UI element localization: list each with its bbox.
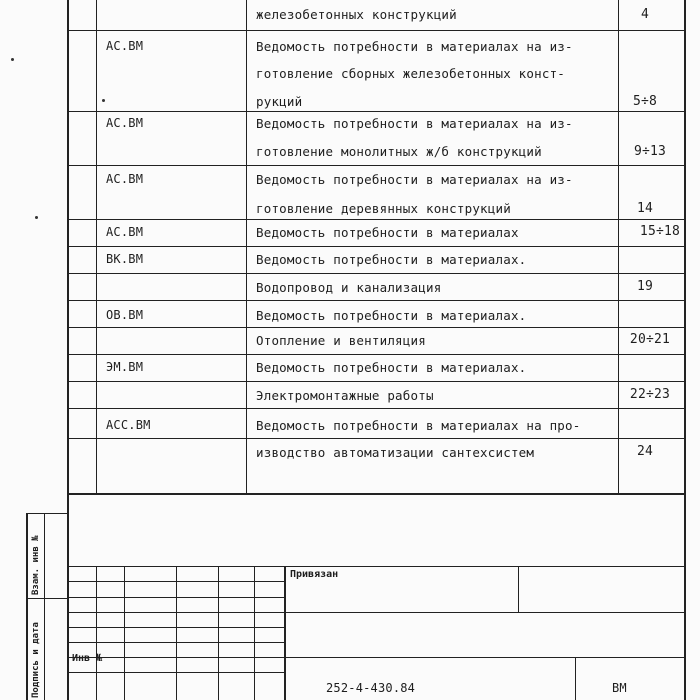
side-label-signature-date: Подпись и дата <box>31 622 41 698</box>
row-description: готовление сборных железобетонных конст- <box>256 66 566 81</box>
document-number: 252-4-430.84 <box>326 681 416 695</box>
privyazan-label: Привязан <box>290 569 339 580</box>
row-code: АС.ВМ <box>106 116 144 130</box>
row-pages: 4 <box>640 7 650 22</box>
table-row-line <box>68 219 684 220</box>
row-description: железобетонных конструкций <box>256 7 457 22</box>
row-pages: 14 <box>636 201 654 216</box>
row-pages: 5÷8 <box>632 94 658 109</box>
scan-dot <box>102 99 105 102</box>
row-pages: 9÷13 <box>633 144 667 159</box>
table-row-line <box>68 165 684 166</box>
row-pages: 22÷23 <box>629 387 671 402</box>
stamp-line <box>68 566 684 567</box>
row-code: ОВ.ВМ <box>106 308 144 322</box>
stamp-col-line <box>176 566 177 700</box>
row-description: изводство автоматизации сантехсистем <box>256 445 535 460</box>
stamp-col-line <box>518 566 519 612</box>
stamp-col-line <box>284 566 286 700</box>
row-description: Ведомость потребности в материалах <box>256 225 519 240</box>
side-strip-line <box>26 513 28 700</box>
scan-dot <box>11 58 14 61</box>
table-row-line <box>68 30 684 31</box>
row-description: Ведомость потребности в материалах. <box>256 308 527 323</box>
row-description: Ведомость потребности в материалах. <box>256 360 527 375</box>
right-frame-line <box>684 0 686 700</box>
table-row-line <box>68 246 684 247</box>
table-row-line <box>68 327 684 328</box>
stamp-col-line <box>96 566 97 700</box>
side-strip-divider <box>26 513 68 514</box>
table-row-line <box>68 438 684 439</box>
row-description: Электромонтажные работы <box>256 388 434 403</box>
row-code: АС.ВМ <box>106 39 144 53</box>
stamp-col-line <box>124 566 125 700</box>
document-suffix: ВМ <box>612 681 627 695</box>
row-code: ЭМ.ВМ <box>106 360 144 374</box>
row-description: Ведомость потребности в материалах. <box>256 252 527 267</box>
side-strip-line <box>44 513 45 700</box>
left-frame-line <box>67 0 69 700</box>
table-row-line <box>68 273 684 274</box>
stamp-col-line <box>575 657 576 700</box>
row-description: готовление монолитных ж/б конструкций <box>256 144 542 159</box>
row-description: Ведомость потребности в материалах на из- <box>256 172 573 187</box>
table-row-line <box>68 300 684 301</box>
row-code: АСС.ВМ <box>106 418 151 432</box>
row-description: Ведомость потребности в материалах на из- <box>256 39 573 54</box>
inv-no-label: Инв № <box>72 653 103 664</box>
row-description: рукций <box>256 94 303 109</box>
stamp-line <box>68 657 684 658</box>
table-row-line <box>68 381 684 382</box>
table-row-line <box>68 408 684 409</box>
table-row-line <box>68 111 684 112</box>
stamp-col-line <box>254 566 255 700</box>
scan-dot <box>35 216 38 219</box>
row-pages: 19 <box>636 279 654 294</box>
stamp-col-line <box>218 566 219 700</box>
row-description: Водопровод и канализация <box>256 280 442 295</box>
row-code: ВК.ВМ <box>106 252 144 266</box>
row-code: АС.ВМ <box>106 225 144 239</box>
side-label-inv-no-orig: Взам. инв № <box>31 535 41 595</box>
row-description: Ведомость потребности в материалах на из- <box>256 116 573 131</box>
row-description: готовление деревянных конструкций <box>256 201 511 216</box>
row-description: Ведомость потребности в материалах на про- <box>256 418 581 433</box>
table-bottom-line <box>68 493 684 495</box>
row-pages: 20÷21 <box>629 332 671 347</box>
row-pages: 15÷18 <box>639 224 681 239</box>
table-row-line <box>68 354 684 355</box>
side-strip-divider <box>26 598 68 599</box>
stamp-line <box>68 612 684 613</box>
row-code: АС.ВМ <box>106 172 144 186</box>
row-pages: 24 <box>636 444 654 459</box>
row-description: Отопление и вентиляция <box>256 333 426 348</box>
